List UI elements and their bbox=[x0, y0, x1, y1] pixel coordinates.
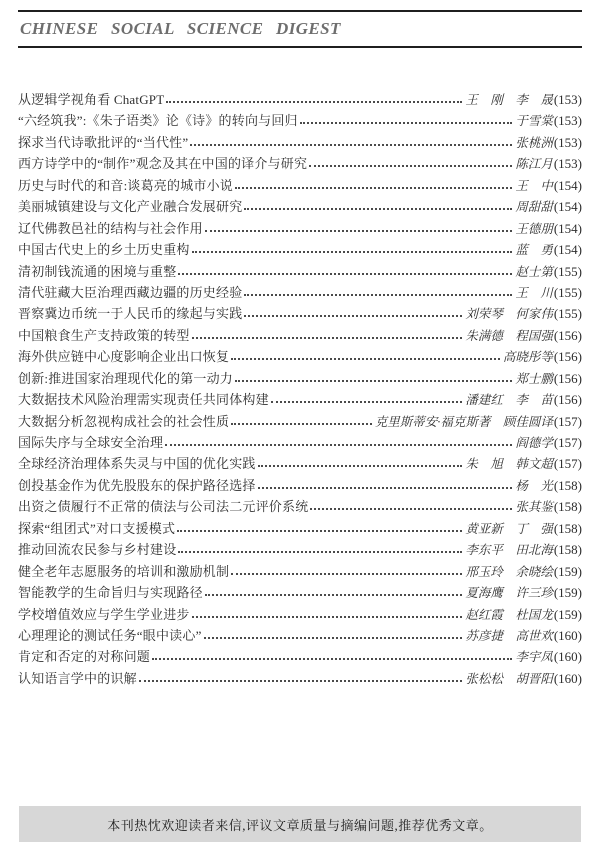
dot-leader bbox=[204, 637, 463, 639]
dot-leader bbox=[166, 101, 462, 103]
article-page-number: (154) bbox=[553, 242, 582, 258]
article-page-number: (156) bbox=[553, 327, 582, 343]
article-page-number: (157) bbox=[553, 435, 582, 450]
article-title: 国际失序与全球安全治理 bbox=[18, 435, 164, 450]
article-page-number: (160) bbox=[553, 627, 582, 643]
dot-leader bbox=[192, 337, 463, 339]
toc-entry bbox=[18, 539, 582, 560]
article-page-number: (154) bbox=[553, 177, 582, 193]
article-authors: 苏彦捷 高世欢 bbox=[465, 628, 553, 643]
article-page-number: (157) bbox=[553, 456, 582, 472]
article-authors: 张松松 胡晋阳 bbox=[465, 671, 553, 686]
toc-entry bbox=[18, 475, 582, 496]
dot-leader bbox=[235, 380, 512, 382]
article-page-number: (158) bbox=[553, 520, 582, 536]
article-authors: 张桃洲 bbox=[515, 135, 553, 150]
dot-leader bbox=[300, 122, 513, 124]
reader-notice: 本刊热忱欢迎读者来信,评议文章质量与摘编问题,推荐优秀文章。 bbox=[19, 806, 581, 842]
toc-entry bbox=[18, 239, 582, 260]
article-authors: 高晓彤等 bbox=[502, 350, 553, 365]
article-page-number: (153) bbox=[553, 156, 582, 172]
article-authors: 杨 光 bbox=[515, 478, 553, 493]
dot-leader bbox=[139, 680, 463, 682]
article-title: 探求当代诗歌批评的“当代性” bbox=[18, 134, 189, 150]
article-page-number: (153) bbox=[553, 134, 582, 150]
article-authors: 朱 旭 韩文超 bbox=[465, 457, 553, 472]
toc-entry bbox=[18, 518, 582, 539]
article-title: 出资之债履行不正常的债法与公司法二元评价系统 bbox=[18, 499, 309, 515]
toc-entry bbox=[18, 218, 582, 239]
article-authors: 夏海鹰 许三珍 bbox=[465, 586, 553, 601]
article-page-number: (156) bbox=[553, 349, 582, 365]
dot-leader bbox=[231, 423, 371, 425]
table-of-contents bbox=[18, 89, 582, 689]
article-title: 历史与时代的和音:谈葛亮的城市小说 bbox=[18, 177, 234, 193]
article-page-number: (155) bbox=[553, 306, 582, 322]
article-title: 智能教学的生命旨归与实现路径 bbox=[18, 585, 203, 601]
article-authors: 克里斯蒂安·福克斯著 顾佳圆译 bbox=[374, 414, 553, 429]
toc-entry bbox=[18, 411, 582, 432]
article-page-number: (154) bbox=[553, 199, 582, 215]
toc-entry bbox=[18, 604, 582, 625]
dot-leader bbox=[244, 315, 462, 317]
article-page-number: (154) bbox=[553, 220, 582, 236]
toc-entry bbox=[18, 132, 582, 153]
article-title: 健全老年志愿服务的培训和激励机制 bbox=[18, 563, 230, 579]
dot-leader bbox=[192, 616, 463, 618]
article-page-number: (160) bbox=[553, 649, 582, 665]
dot-leader bbox=[235, 187, 512, 189]
article-authors: 张其鉴 bbox=[515, 500, 553, 515]
article-page-number: (159) bbox=[553, 563, 582, 579]
article-page-number: (156) bbox=[553, 392, 582, 408]
toc-entry bbox=[18, 110, 582, 131]
dot-leader bbox=[178, 551, 462, 553]
dot-leader bbox=[244, 208, 512, 210]
toc-entry bbox=[18, 261, 582, 282]
article-page-number: (157) bbox=[553, 413, 582, 429]
article-authors: 黄亚新 丁 强 bbox=[465, 521, 553, 536]
article-authors: 王德朋 bbox=[515, 221, 553, 236]
article-title: 创投基金作为优先股股东的保护路径选择 bbox=[18, 477, 256, 493]
dot-leader bbox=[271, 401, 463, 403]
dot-leader bbox=[165, 444, 512, 446]
journal-title: CHINESE SOCIAL SCIENCE DIGEST bbox=[20, 19, 341, 38]
article-title: 从逻辑学视角看 ChatGPT bbox=[18, 92, 165, 107]
article-authors: 王 川 bbox=[515, 285, 553, 300]
toc-entry bbox=[18, 175, 582, 196]
dot-leader bbox=[205, 594, 463, 596]
toc-entry bbox=[18, 282, 582, 303]
toc-entry bbox=[18, 625, 582, 646]
toc-entry bbox=[18, 89, 582, 110]
article-authors: 周甜甜 bbox=[515, 200, 553, 215]
masthead bbox=[0, 0, 600, 48]
toc-entry bbox=[18, 496, 582, 517]
article-page-number: (153) bbox=[553, 92, 582, 107]
article-title: 海外供应链中心度影响企业出口恢复 bbox=[18, 349, 230, 365]
article-title: 辽代佛教邑社的结构与社会作用 bbox=[18, 220, 203, 236]
toc-entry bbox=[18, 196, 582, 217]
dot-leader bbox=[258, 487, 513, 489]
article-title: 推动回流农民参与乡村建设 bbox=[18, 542, 177, 558]
toc-entry bbox=[18, 453, 582, 474]
article-page-number: (158) bbox=[553, 499, 582, 515]
dot-leader bbox=[152, 658, 512, 660]
article-title: 心理理论的测试任务“眼中读心” bbox=[18, 627, 202, 643]
toc-entry bbox=[18, 432, 582, 453]
article-page-number: (158) bbox=[553, 542, 582, 558]
article-title: 全球经济治理体系失灵与中国的优化实践 bbox=[18, 456, 256, 472]
toc-entry bbox=[18, 346, 582, 367]
dot-leader bbox=[309, 165, 512, 167]
article-page-number: (153) bbox=[553, 113, 582, 129]
dot-leader bbox=[231, 573, 462, 575]
top-rule bbox=[18, 10, 582, 12]
toc-entry bbox=[18, 668, 582, 689]
article-title: 肯定和否定的对称问题 bbox=[18, 649, 151, 665]
article-page-number: (155) bbox=[553, 263, 582, 279]
article-authors: 潘建红 李 苗 bbox=[465, 393, 553, 408]
article-authors: 于雪棠 bbox=[515, 114, 553, 129]
article-title: 晋察冀边币统一于人民币的缘起与实践 bbox=[18, 306, 243, 322]
dot-leader bbox=[178, 273, 512, 275]
article-authors: 陈江月 bbox=[515, 157, 553, 172]
dot-leader bbox=[258, 465, 463, 467]
dot-leader bbox=[231, 358, 500, 360]
article-title: 西方诗学中的“制作”观念及其在中国的译介与研究 bbox=[18, 156, 308, 172]
article-title: 中国古代史上的乡土历史重构 bbox=[18, 242, 190, 258]
article-page-number: (156) bbox=[553, 370, 582, 386]
dot-leader bbox=[192, 251, 513, 253]
toc-entry bbox=[18, 389, 582, 410]
dot-leader bbox=[205, 230, 513, 232]
article-authors: 王 中 bbox=[515, 178, 553, 193]
toc-entry bbox=[18, 561, 582, 582]
dot-leader bbox=[244, 294, 512, 296]
article-title: “六经筑我”:《朱子语类》论《诗》的转向与回归 bbox=[18, 113, 298, 129]
article-title: 中国粮食生产支持政策的转型 bbox=[18, 327, 190, 343]
article-page-number: (158) bbox=[553, 477, 582, 493]
article-authors: 蓝 勇 bbox=[515, 243, 553, 258]
article-authors: 阎德学 bbox=[515, 436, 553, 450]
article-page-number: (159) bbox=[553, 585, 582, 601]
article-authors: 赵士第 bbox=[515, 264, 553, 279]
toc-entry bbox=[18, 153, 582, 174]
article-title: 创新:推进国家治理现代化的第一动力 bbox=[18, 370, 234, 386]
article-title: 清初制钱流通的困境与重整 bbox=[18, 263, 177, 279]
article-page-number: (159) bbox=[553, 606, 582, 622]
article-authors: 刘荣琴 何家伟 bbox=[465, 307, 553, 322]
toc-entry bbox=[18, 582, 582, 603]
article-authors: 赵红霞 杜国龙 bbox=[465, 607, 553, 622]
article-authors: 郑士鹏 bbox=[515, 371, 553, 386]
article-title: 大数据技术风险治理需实现责任共同体构建 bbox=[18, 392, 269, 408]
article-title: 美丽城镇建设与文化产业融合发展研究 bbox=[18, 199, 243, 215]
article-authors: 朱满德 程国强 bbox=[465, 328, 553, 343]
toc-entry bbox=[18, 303, 582, 324]
article-title: 探索“组团式”对口支援模式 bbox=[18, 520, 176, 536]
dot-leader bbox=[177, 530, 462, 532]
article-page-number: (155) bbox=[553, 284, 582, 300]
article-title: 清代驻藏大臣治理西藏边疆的历史经验 bbox=[18, 284, 243, 300]
toc-entry bbox=[18, 325, 582, 346]
article-authors: 李东平 田北海 bbox=[465, 543, 553, 558]
header-rule bbox=[18, 46, 582, 48]
article-page-number: (160) bbox=[553, 670, 582, 686]
article-title: 学校增值效应与学生学业进步 bbox=[18, 606, 190, 622]
toc-entry bbox=[18, 646, 582, 667]
toc-entry bbox=[18, 368, 582, 389]
article-authors: 李宇凤 bbox=[515, 650, 553, 665]
dot-leader bbox=[190, 144, 512, 146]
article-title: 大数据分析忽视构成社会的社会性质 bbox=[18, 413, 230, 429]
article-title: 认知语言学中的识解 bbox=[18, 670, 137, 686]
dot-leader bbox=[310, 508, 512, 510]
article-authors: 王 刚 李 晟 bbox=[465, 93, 553, 107]
article-authors: 邢玉玲 余晓绘 bbox=[465, 564, 553, 579]
